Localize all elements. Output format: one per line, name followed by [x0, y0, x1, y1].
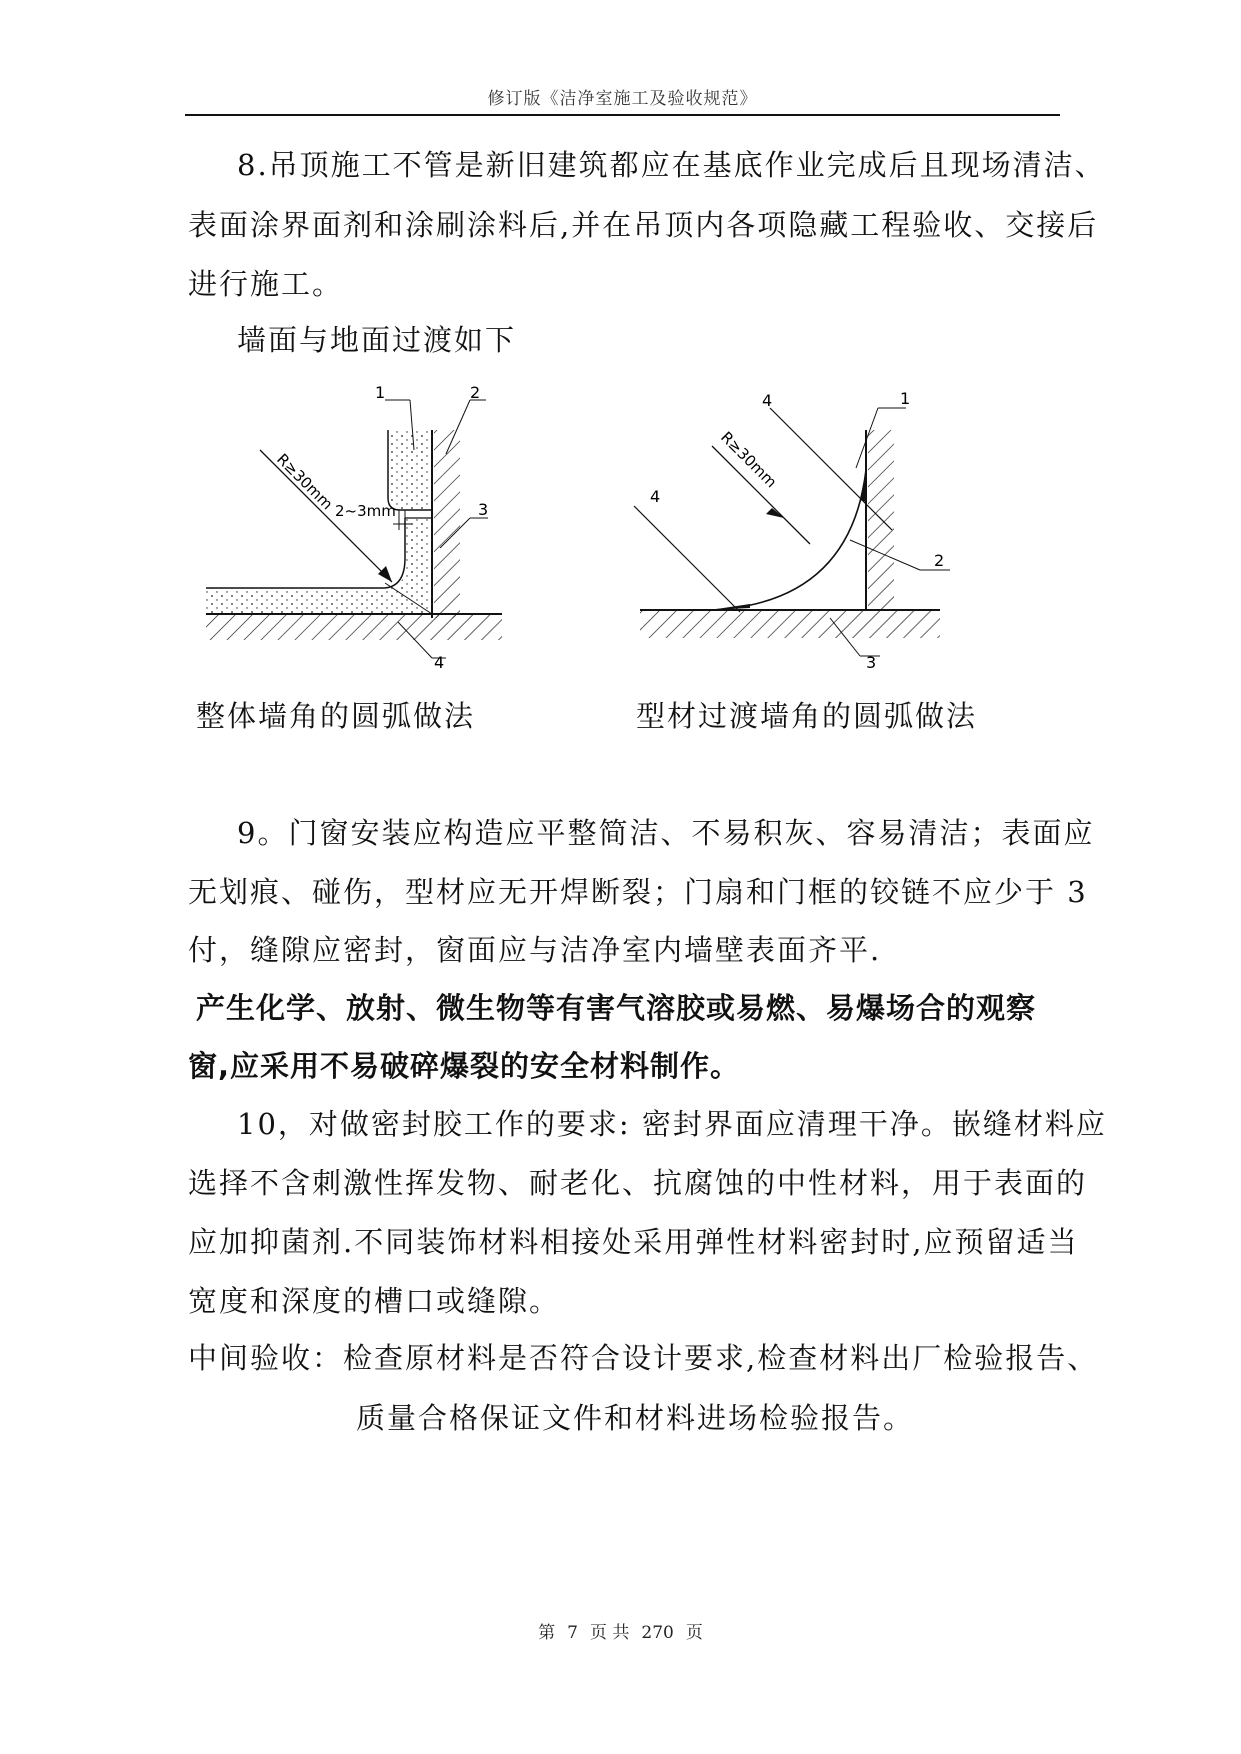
- paragraph-10-line-2: 选择不含刺激性挥发物、耐老化、抗腐蚀的中性材料，用于表面的: [188, 1166, 1088, 1200]
- profile-arc: [710, 470, 866, 610]
- caption-profile-corner: 型材过渡墙角的圆弧做法: [636, 699, 978, 733]
- radius-label: R≥30mm: [717, 428, 781, 492]
- bold-paragraph-line-1: 产生化学、放射、微生物等有害气溶胶或易燃、易爆场合的观察: [196, 991, 1037, 1025]
- wall-hatch: [434, 430, 460, 618]
- floor-hatch: [640, 610, 940, 638]
- label-4-lower: 4: [650, 487, 661, 506]
- bold-paragraph-line-2: 窗,应采用不易破碎爆裂的安全材料制作。: [188, 1049, 741, 1083]
- page-header: 修订版《洁净室施工及验收规范》: [487, 89, 758, 109]
- label-1: 1: [900, 389, 911, 408]
- mid-acceptance-line-2: 质量合格保证文件和材料进场检验报告。: [356, 1401, 915, 1435]
- paragraph-10-line-3: 应加抑菌剂.不同装饰材料相接处采用弹性材料密封时,应预留适当: [188, 1225, 1079, 1259]
- label-3: 3: [478, 500, 489, 519]
- wall-hatch: [868, 430, 894, 610]
- label-2: 2: [934, 551, 945, 570]
- paragraph-10-line-4: 宽度和深度的槽口或缝隙。: [188, 1284, 561, 1318]
- figure-intro: 墙面与地面过渡如下: [237, 323, 517, 357]
- paragraph-9-line-2: 无划痕、碰伤，型材应无开焊断裂；门扇和门框的铰链不应少于 3: [188, 875, 1088, 909]
- wall-plaster: [388, 430, 432, 510]
- label-1: 1: [375, 383, 386, 402]
- header-rule: [185, 114, 1060, 116]
- paragraph-8-line-2: 表面涂界面剂和涂刷涂料后,并在吊顶内各项隐藏工程验收、交接后: [188, 208, 1099, 242]
- page-footer: [0, 1618, 1241, 1643]
- paragraph-8-line-1: 8.吊顶施工不管是新旧建筑都应在基底作业完成后且现场清洁、: [237, 148, 1106, 182]
- footer-suffix: 页: [685, 1623, 703, 1643]
- footer-page-number: 7: [567, 1623, 578, 1643]
- label-3: 3: [866, 653, 877, 672]
- paragraph-9-line-3: 付，缝隙应密封，窗面应与洁净室内墙壁表面齐平.: [188, 933, 882, 967]
- label-2: 2: [470, 383, 481, 402]
- gap-label: 2~3mm: [335, 502, 396, 520]
- figure-profile-corner: [620, 378, 1060, 678]
- paragraph-10-line-1: 10，对做密封胶工作的要求: 密封界面应清理干净。嵌缝材料应: [237, 1107, 1107, 1141]
- floor-screed: [206, 518, 432, 614]
- mid-acceptance-line-1: 中间验收：检查原材料是否符合设计要求,检查材料出厂检验报告、: [188, 1341, 1099, 1375]
- floor-hatch: [206, 614, 502, 640]
- footer-mid: 页 共: [589, 1623, 630, 1643]
- footer-total-pages: 270: [641, 1623, 674, 1643]
- radius-label: R≥30mm: [273, 450, 337, 514]
- label-4-upper: 4: [762, 391, 773, 410]
- figure-integral-corner: [200, 378, 580, 678]
- footer-prefix: 第: [538, 1623, 556, 1643]
- paragraph-8-line-3: 进行施工。: [188, 267, 344, 301]
- caption-integral-corner: 整体墙角的圆弧做法: [196, 699, 476, 733]
- label-4: 4: [434, 653, 445, 672]
- paragraph-9-line-1: 9。门窗安装应构造应平整简洁、不易积灰、容易清洁；表面应: [237, 816, 1095, 850]
